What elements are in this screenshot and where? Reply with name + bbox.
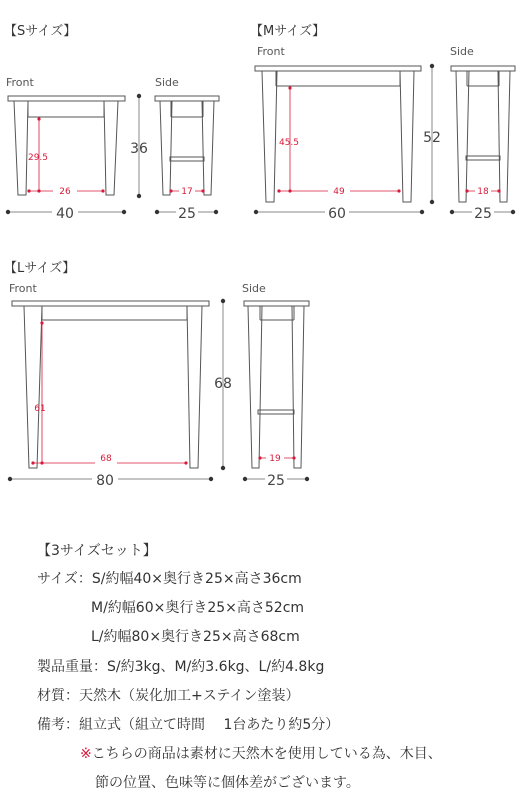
spec-size-row	[37, 568, 302, 588]
l-side-label: Side	[242, 282, 266, 295]
spec-size-l: L/約幅80×奥行き25×高さ68cm	[91, 629, 300, 645]
s-height-value: 36	[130, 141, 148, 157]
m-side-label: Side	[450, 45, 474, 58]
spec-material: 材質：天然木（炭化加工+ステイン塗装）	[37, 688, 300, 704]
note-text-1: こちらの商品は素材に天然木を使用している為、木目、	[91, 746, 442, 762]
spec-note-line2: 節の位置、色味等に個体差がございます。	[95, 775, 360, 791]
l-inner-height-value: 61	[34, 404, 46, 414]
m-inner-height-value: 45.5	[278, 138, 300, 148]
spec-size-m: M/約幅60×奥行き25×高さ52cm	[91, 600, 305, 616]
l-inner-width-value: 68	[100, 454, 112, 464]
l-width-value: 80	[96, 473, 114, 489]
s-depth-value: 25	[178, 206, 196, 222]
note-mark: ※	[80, 746, 92, 762]
m-width-value: 60	[328, 206, 346, 222]
s-size-title: 【Sサイズ】	[4, 24, 77, 39]
spec-size-label: サイズ：	[37, 571, 92, 587]
s-side-label: Side	[155, 76, 179, 89]
spec-weight: 製品重量：S/約3kg、M/約3.6kg、L/約4.8kg	[37, 659, 325, 675]
spec-remarks: 備考：組立式（組立て時間 1台あたり約5分）	[37, 717, 340, 733]
s-front-label: Front	[6, 76, 34, 89]
m-depth-value: 25	[474, 206, 492, 222]
m-side-inner-value: 18	[477, 187, 489, 197]
l-size-title: 【Lサイズ】	[4, 261, 76, 276]
l-height-value: 68	[214, 376, 232, 392]
spec-heading: 【3サイズセット】	[37, 543, 157, 559]
spec-size-s: S/約幅40×奥行き25×高さ36cm	[91, 571, 302, 587]
s-inner-width-value: 26	[59, 187, 71, 197]
s-inner-height-value: 29.5	[27, 153, 49, 163]
m-front-label: Front	[257, 45, 285, 58]
m-size-title: 【Mサイズ】	[250, 24, 326, 39]
spec-note-line1	[80, 743, 442, 763]
s-width-value: 40	[56, 206, 74, 222]
m-inner-width-value: 49	[333, 187, 345, 197]
l-depth-value: 25	[267, 473, 285, 489]
l-front-label: Front	[9, 282, 37, 295]
s-side-inner-value: 17	[181, 187, 193, 197]
l-side-inner-value: 19	[269, 454, 281, 464]
m-height-value: 52	[423, 130, 441, 146]
